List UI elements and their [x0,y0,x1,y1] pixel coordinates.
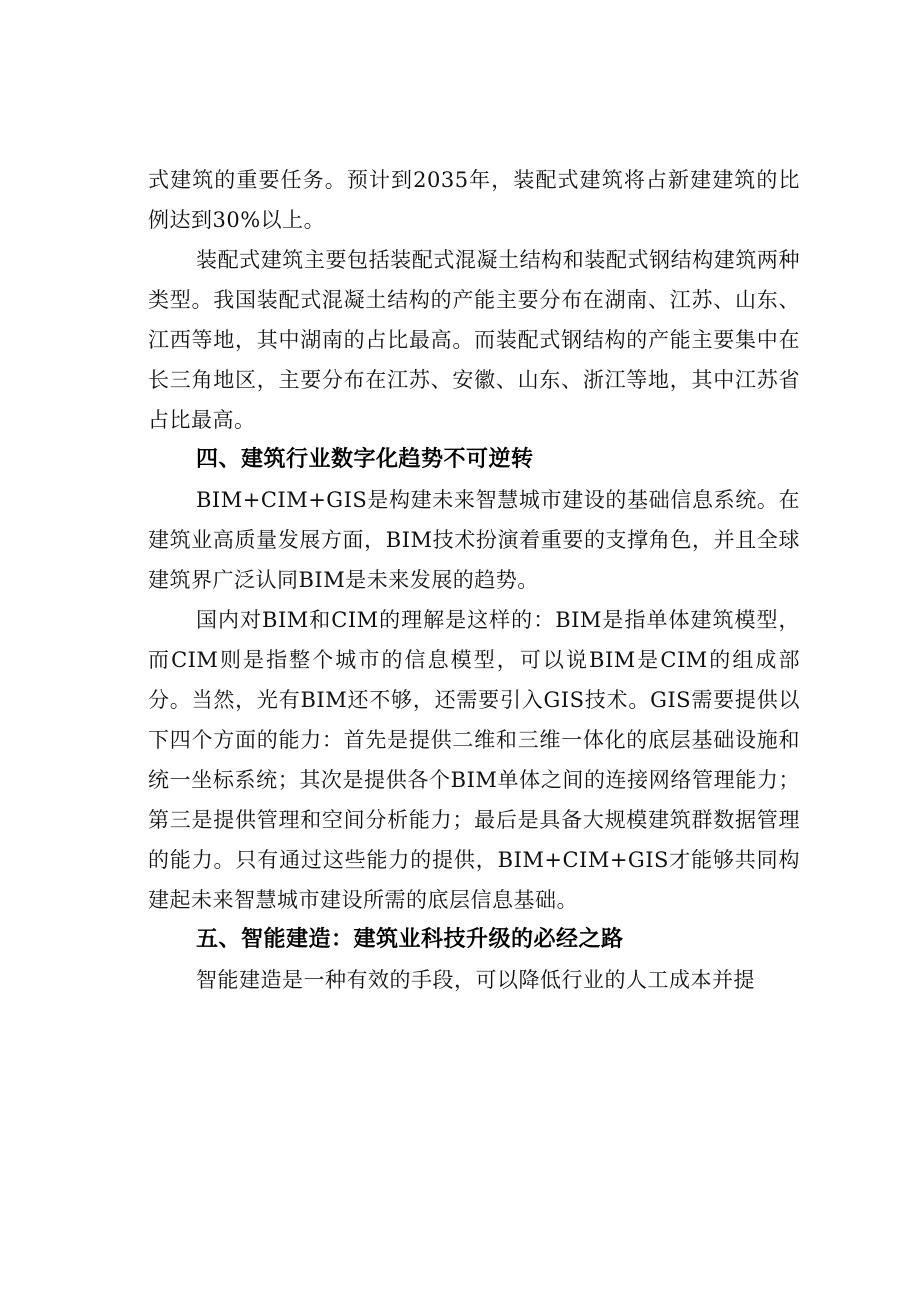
paragraph-bim-cim-gis: BIM+CIM+GIS是构建未来智慧城市建设的基础信息系统。在建筑业高质量发展方面，BIM技术扮演着重要的支撑角色，并且全球建筑界广泛认同BIM是未来发展的趋势。 [148,488,800,592]
paragraph-smart-construction: 智能建造是一种有效的手段，可以降低行业的人工成本并提 [196,968,755,992]
section-heading-5: 五、智能建造：建筑业科技升级的必经之路 [196,927,624,952]
paragraph-continuation: 式建筑的重要任务。预计到2035年，装配式建筑将占新建建筑的比例达到30%以上。 [148,168,800,232]
paragraph-bim-cim-understanding: 国内对BIM和CIM的理解是这样的：BIM是指单体建筑模型，而CIM则是指整个城市的信息模型，可以说BIM是CIM的组成部分。当然，光有BIM还不够，还需要引入GIS技术。GIS需要提供以下四个方面的能力：首先是提供二维和三维一体化的底层基础设施和统一坐标系统；其次是提供各个BIM单体之间的连接网络管理能力；第三是提供管理和空间分析能力；最后是具备大规模建筑群数据管理的能力。只有通过这些能力的提供，BIM+CIM+GIS才能够共同构建起未来智慧城市建设所需的底层信息基础。 [148,608,800,912]
document-body [148,160,800,1000]
paragraph-prefab-types: 装配式建筑主要包括装配式混凝土结构和装配式钢结构建筑两种类型。我国装配式混凝土结构的产能主要分布在湖南、江苏、山东、江西等地，其中湖南的占比最高。而装配式钢结构的产能主要集中在长三角地区，主要分布在江苏、安徽、山东、浙江等地，其中江苏省占比最高。 [148,248,800,432]
section-heading-4: 四、建筑行业数字化趋势不可逆转 [196,447,534,472]
